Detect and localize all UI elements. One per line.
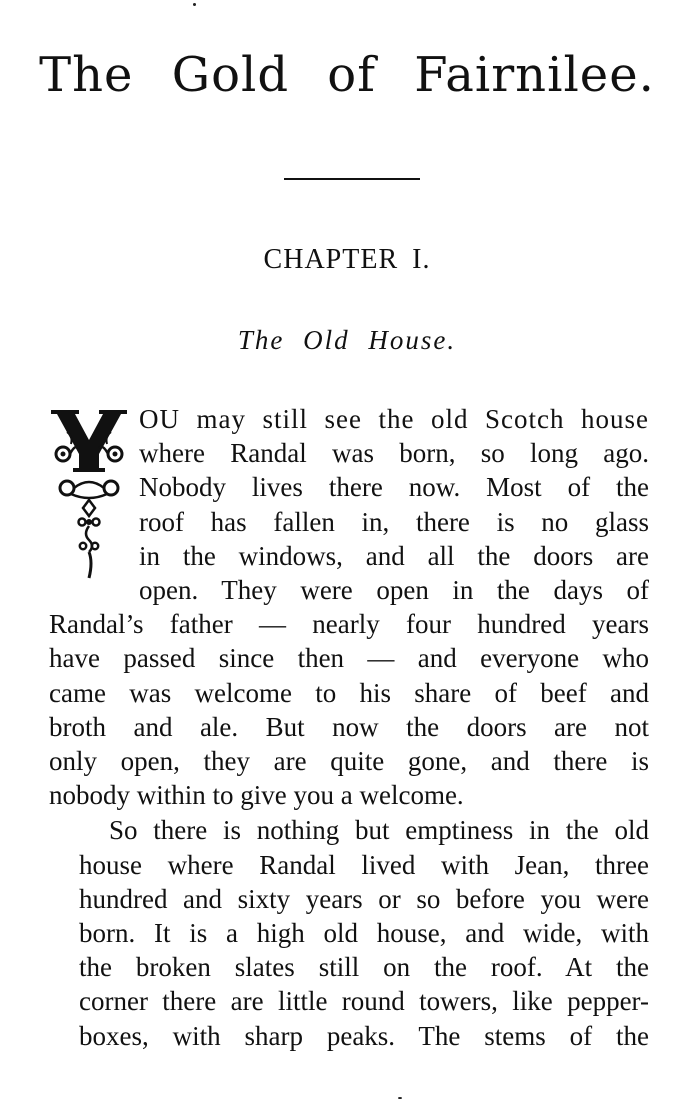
chapter-heading: CHAPTER I. (263, 244, 431, 275)
text-line: where Randal was born, so long ago. (139, 438, 649, 469)
text-line: open. They were open in the days of (139, 575, 649, 606)
paragraph-2 (49, 813, 649, 1052)
text-line: Nobody lives there now. Most of the (139, 472, 649, 503)
text-line: came was welcome to his share of beef and (49, 677, 649, 708)
text-line: corner there are little round towers, like pepper- (79, 986, 649, 1017)
text-line: nobody within to give you a welcome. (49, 780, 464, 811)
text-line: in the windows, and all the doors are (139, 540, 649, 571)
title-divider-rule (284, 178, 420, 180)
text-line: roof has fallen in, there is no glass (139, 506, 649, 537)
chapter-subtitle: The Old House. (237, 325, 457, 355)
text-line: the broken slates still on the roof. At the (79, 952, 649, 983)
text-line: have passed since then — and everyone who (49, 643, 649, 674)
text-line: only open, they are quite gone, and there is (49, 746, 649, 777)
text-line: OU may still see the old Scotch house (139, 404, 649, 434)
body-text (49, 402, 649, 1053)
text-line: boxes, with sharp peaks. The stems of the (79, 1020, 649, 1051)
text-line: born. It is a high old house, and wide, with (79, 918, 649, 949)
text-line: hundred and sixty years or so before you were (79, 883, 649, 914)
ornamental-drop-cap-y-icon (49, 406, 131, 580)
text-line: So there is nothing but emptiness in the old (109, 815, 649, 846)
scan-speck (193, 3, 196, 6)
paragraph-1 (49, 402, 649, 812)
scan-speck (398, 1097, 402, 1099)
book-title: The Gold of Fairnilee. (39, 47, 655, 103)
text-line: Randal’s father — nearly four hundred years (49, 609, 649, 640)
text-line: house where Randal lived with Jean, three (79, 849, 649, 880)
text-line: broth and ale. But now the doors are not (49, 711, 649, 742)
